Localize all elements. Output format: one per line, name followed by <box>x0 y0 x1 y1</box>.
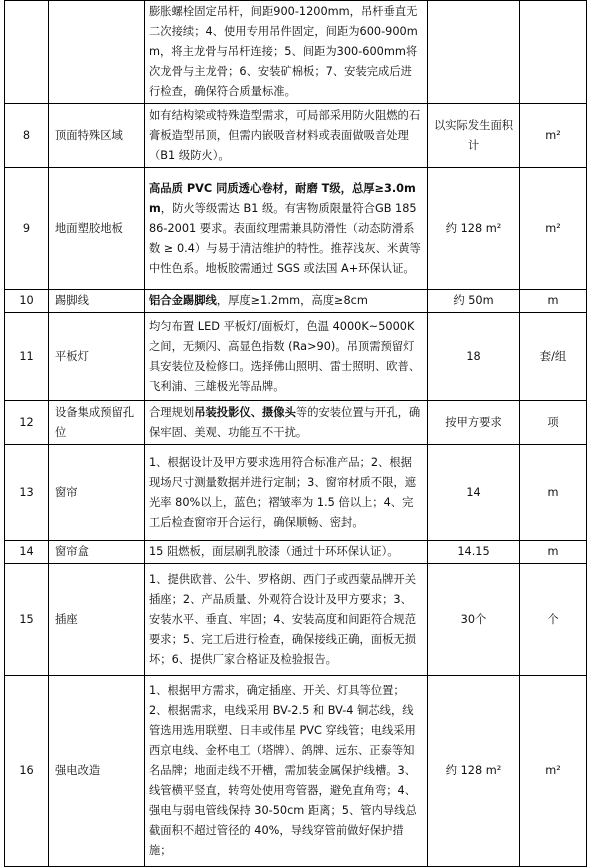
table-row <box>5 541 587 564</box>
item-name: 强电改造 <box>49 676 145 867</box>
table-row <box>5 564 587 676</box>
table-row <box>5 676 587 867</box>
table-row <box>5 290 587 313</box>
table-row <box>5 104 587 168</box>
row-number: 12 <box>5 401 49 445</box>
item-name: 顶面特殊区域 <box>49 104 145 168</box>
item-description <box>145 104 428 168</box>
row-number: 15 <box>5 564 49 676</box>
description-text: 等的安装位置与开孔，确保牢固、美观、功能互不干扰。 <box>149 405 421 439</box>
description-text: 均匀布置 LED 平板灯/面板灯，色温 4000K~5000K 之间，无频闪、高显色指数 (Ra>90)。吊顶需预留灯具安装位及检修口。选择佛山照明、雷士照明、欧普、飞利浦、三雄极光等品牌。 <box>149 319 421 393</box>
item-unit: m <box>520 445 587 541</box>
item-unit: m² <box>520 104 587 168</box>
description-text: 1、根据设计及甲方要求选用符合标准产品；2、根据现场尺寸测量数据并进行定制；3、窗帘材质不限，遮光率 80%以上，蓝色；褶皱率为 1.5 倍以上；4、完工后检查窗帘开合运行，确保顺畅、密封。 <box>149 455 417 529</box>
description-text: 合理规划 <box>149 405 195 419</box>
item-description <box>145 401 428 445</box>
row-number <box>5 1 49 104</box>
item-quantity: 以实际发生面积计 <box>428 104 520 168</box>
description-text: 15 阻燃板，面层刷乳胶漆（通过十环环保认证）。 <box>149 545 399 558</box>
item-quantity: 约 128 m² <box>428 168 520 290</box>
item-unit: m <box>520 290 587 313</box>
item-description <box>145 541 428 564</box>
item-quantity <box>428 1 520 104</box>
row-number: 13 <box>5 445 49 541</box>
item-description <box>145 676 428 867</box>
item-name <box>49 1 145 104</box>
row-number: 8 <box>5 104 49 168</box>
item-description <box>145 564 428 676</box>
item-name: 插座 <box>49 564 145 676</box>
item-unit: m <box>520 541 587 564</box>
item-description <box>145 1 428 104</box>
description-bold-text: 高品质 PVC 同质透心卷材，耐磨 T级，总厚≥3.0mm <box>149 181 416 215</box>
description-text: ，厚度≥1.2mm，高度≥8cm <box>216 294 368 307</box>
item-unit: m² <box>520 168 587 290</box>
description-bold-text: 吊装投影仪、摄像头 <box>194 405 296 419</box>
spec-table <box>4 0 587 867</box>
item-quantity: 14.15 <box>428 541 520 564</box>
table-row <box>5 168 587 290</box>
item-quantity: 14 <box>428 445 520 541</box>
item-unit: 项 <box>520 401 587 445</box>
item-unit <box>520 1 587 104</box>
description-bold-text: 铝合金踢脚线 <box>149 294 217 307</box>
row-number: 14 <box>5 541 49 564</box>
item-quantity: 按甲方要求 <box>428 401 520 445</box>
item-unit: 个 <box>520 564 587 676</box>
item-quantity: 18 <box>428 313 520 401</box>
table-row <box>5 401 587 445</box>
item-name: 设备集成预留孔位 <box>49 401 145 445</box>
table-row <box>5 313 587 401</box>
item-description <box>145 313 428 401</box>
item-quantity: 约 50m <box>428 290 520 313</box>
item-quantity: 约 128 m² <box>428 676 520 867</box>
description-text: 1、提供欧普、公牛、罗格朗、西门子或西蒙品牌开关插座；2、产品质量、外观符合设计及甲方要求；3、安装水平、垂直、牢固；4、安装高度和间距符合规范要求；5、完工后进行检查，确保接线正确，面板无损坏；6、提供厂家合格证及检验报告。 <box>149 572 417 666</box>
description-text: 如有结构梁或特殊造型需求，可局部采用防火阻燃的石膏板造型吊顶，但需内嵌吸音材料或表面做吸音处理（B1 级防火）。 <box>149 108 421 162</box>
description-text: ，防火等级需达 B1 级。有害物质限量符合GB 18586-2001 要求。表面纹理需兼具防滑性（动态防滑系数 ≥ 0.4）与易于清洁维护的特性。推荐浅灰、米黄等中性色系。地板胶需通过 SGS 或法国 A+环保认证。 <box>149 201 421 275</box>
row-number: 16 <box>5 676 49 867</box>
item-description <box>145 290 428 313</box>
row-number: 11 <box>5 313 49 401</box>
description-text: 1、根据甲方需求，确定插座、开关、灯具等位置；2、根据需求，电线采用 BV-2.5 和 BV-4 铜芯线，线管选用选用联塑、日丰或伟星 PVC 穿线管；电线采用西京电线、金杯电工（塔牌）、鸽牌、远东、正泰等知名品牌；地面走线不开槽，需加装金属保护线槽。3、线管横平竖直，转弯处使用弯管器，避免直角弯；4、强电与弱电管线保持 30-50cm 距离；5、管内导线总截面积不超过管径的 40%，导线穿管前做好保护措施； <box>149 684 417 857</box>
item-description <box>145 168 428 290</box>
table-row <box>5 1 587 104</box>
item-unit: m² <box>520 676 587 867</box>
item-name: 地面塑胶地板 <box>49 168 145 290</box>
item-name: 平板灯 <box>49 313 145 401</box>
item-name: 窗帘盒 <box>49 541 145 564</box>
row-number: 9 <box>5 168 49 290</box>
item-quantity: 30个 <box>428 564 520 676</box>
description-text: 膨胀螺栓固定吊杆，间距900-1200mm，吊杆垂直无二次接续；4、使用专用吊件固定，间距为600-900mm，将主龙骨与吊杆连接；5、间距为300-600mm将次龙骨与主龙骨；6、安装矿棉板；7、安装完成后进行检查，确保符合质量标准。 <box>149 5 418 98</box>
item-unit: 套/组 <box>520 313 587 401</box>
table-row <box>5 445 587 541</box>
item-description <box>145 445 428 541</box>
item-name: 窗帘 <box>49 445 145 541</box>
row-number: 10 <box>5 290 49 313</box>
item-name: 踢脚线 <box>49 290 145 313</box>
